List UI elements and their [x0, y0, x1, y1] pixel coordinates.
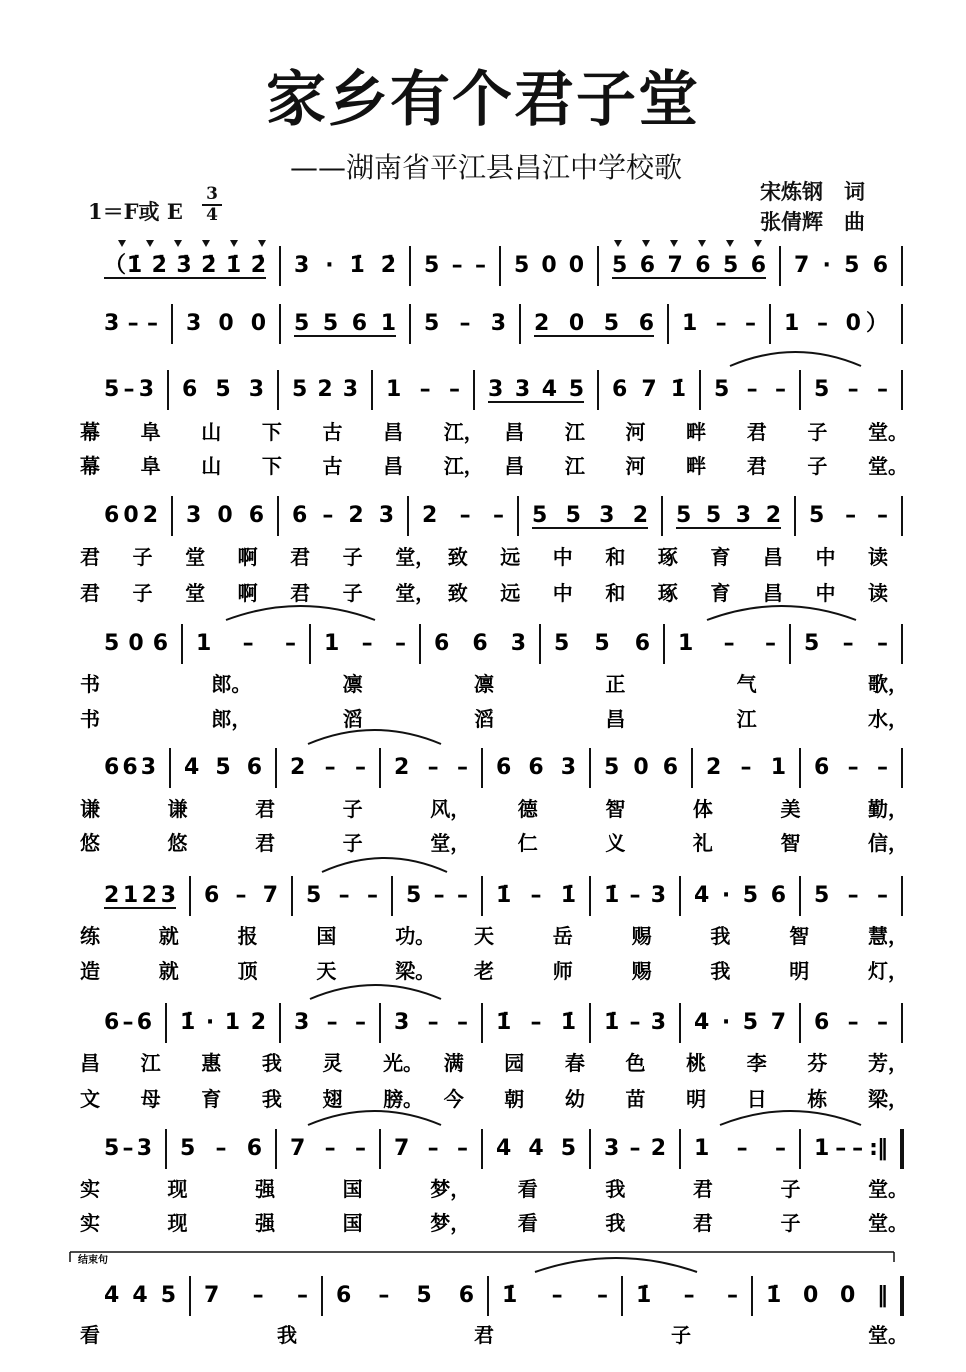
- lyric-char: 李: [746, 1051, 767, 1075]
- lyric-char: 昌: [504, 420, 525, 444]
- lyric-char: 赐: [631, 959, 652, 983]
- lyric-char: 勤，: [868, 797, 908, 821]
- lyric-char: 书: [80, 707, 100, 731]
- lyric-char: 我: [605, 1211, 626, 1235]
- lyric-char: 风，: [430, 797, 471, 821]
- measure-notes: 1̇ – 3: [604, 1010, 666, 1035]
- lyric-char: 我: [710, 959, 731, 983]
- lyric-char: 日: [746, 1087, 767, 1111]
- lyric-char: 看: [517, 1177, 538, 1201]
- lyric-char: 国: [342, 1177, 363, 1201]
- lyric-char: 中: [815, 545, 836, 569]
- lyric-char: 昌: [504, 454, 525, 478]
- measure-notes: 5 – –: [406, 883, 468, 908]
- measure-notes: 2 – 1: [706, 755, 786, 780]
- time-signature-bottom: 4: [206, 205, 218, 225]
- accent-mark: [258, 240, 266, 247]
- lyric-char: 堂。: [868, 1177, 908, 1201]
- lyric-char: 江，: [443, 454, 484, 478]
- measure-notes: 3 – –: [294, 1010, 366, 1035]
- measure-notes: 5 6 7 6 5 6: [612, 253, 766, 278]
- measure-notes: 1̇ – –: [502, 1283, 608, 1308]
- lyric-char: 满: [443, 1051, 464, 1075]
- lyric-char: 光。: [383, 1051, 424, 1075]
- lyric-char: 岳: [552, 924, 573, 948]
- lyric-char: 子: [807, 420, 828, 444]
- measure-notes: 3 – –: [104, 311, 158, 336]
- measure-notes: 1̇ – 1̇: [496, 883, 576, 908]
- lyric-char: 育: [201, 1087, 222, 1111]
- slur-arc: [730, 352, 861, 366]
- lyric-char: 灵: [322, 1051, 343, 1075]
- lyric-char: 堂，: [430, 831, 471, 855]
- measure-notes: 1 – –: [324, 631, 406, 656]
- lyric-char: 山: [201, 454, 222, 478]
- lyric-char: 君: [474, 1323, 494, 1347]
- lyric-char: 现: [167, 1177, 188, 1201]
- lyric-char: 朝: [504, 1087, 525, 1111]
- measure-notes: 1 – –: [682, 311, 756, 336]
- lyric-char: 师: [552, 959, 573, 983]
- lyricist-credit: 宋炼钢 词: [760, 180, 865, 204]
- lyric-char: 昌: [383, 454, 404, 478]
- lyric-char: 悠: [167, 831, 188, 855]
- measure-notes: 5 – 3: [424, 311, 506, 336]
- lyric-char: 我: [261, 1087, 282, 1111]
- lyric-char: 翅: [322, 1087, 343, 1111]
- lyric-char: 子: [132, 545, 153, 569]
- measure-notes: 6 0 2: [104, 503, 158, 528]
- lyric-char: 阜: [140, 420, 161, 444]
- lyric-char: 君: [255, 797, 276, 821]
- lyric-char: 膀。: [383, 1087, 424, 1111]
- lyric-char: 文: [80, 1087, 100, 1111]
- lyric-char: 气: [736, 672, 757, 696]
- lyric-char: 幼: [564, 1087, 585, 1111]
- lyric-char: 昌: [762, 581, 783, 605]
- lyric-char: 河: [625, 420, 646, 444]
- accent-mark: [726, 240, 734, 247]
- lyric-char: 凛: [474, 672, 494, 696]
- lyric-char: 老: [474, 959, 494, 983]
- measure-notes: 1 – –: [694, 1136, 786, 1161]
- lyric-char: 读: [868, 581, 888, 605]
- lyric-char: 昌: [383, 420, 404, 444]
- measure-notes: 4 5 6: [184, 755, 262, 780]
- accent-mark: [118, 240, 126, 247]
- lyric-char: 体: [692, 797, 713, 821]
- lyric-char: 国: [316, 924, 337, 948]
- lyric-char: 中: [552, 545, 573, 569]
- measure-notes: 5 0 6: [604, 755, 678, 780]
- lyric-char: 畔: [686, 454, 707, 478]
- lyric-char: 强: [255, 1211, 276, 1235]
- measure-notes: 6 – –: [814, 1010, 888, 1035]
- measure-notes: 5 – –: [714, 377, 786, 402]
- measure-notes: 7 · 5 6: [794, 253, 888, 278]
- lyric-char: 昌: [80, 1051, 100, 1075]
- slur-arc: [310, 985, 441, 999]
- lyric-char: 啊: [237, 581, 258, 605]
- measure-notes: 1 – –: [196, 631, 296, 656]
- lyric-char: 桃: [686, 1051, 707, 1075]
- measure-notes: 4 · 5 7: [694, 1010, 786, 1035]
- measure-notes: 2 1 2 3: [104, 883, 176, 908]
- lyric-char: 君: [692, 1211, 713, 1235]
- measure-notes: 7 – –: [394, 1136, 468, 1161]
- lyric-char: 琢: [657, 581, 678, 605]
- lyric-char: 义: [605, 831, 626, 855]
- measure-notes: 5 0 6: [104, 631, 168, 656]
- measure-notes: 5 – –: [809, 503, 888, 528]
- lyric-char: 功。: [395, 924, 436, 948]
- measure-notes: 5 0 0: [514, 253, 584, 278]
- measure-notes: 4 4 5: [104, 1283, 176, 1308]
- key-signature: 1＝F或 E: [88, 199, 183, 224]
- lyric-char: 我: [710, 924, 731, 948]
- lyric-char: 堂，: [395, 581, 436, 605]
- lyric-char: 江: [736, 707, 757, 731]
- lyric-char: 堂，: [395, 545, 436, 569]
- lyric-char: 练: [80, 924, 100, 948]
- lyric-char: 下: [261, 420, 282, 444]
- time-signature-top: 3: [206, 184, 218, 204]
- lyric-char: 灯，: [868, 959, 908, 983]
- lyric-char: 子: [342, 797, 363, 821]
- measure-notes: 1̇ – 1̇: [496, 1010, 576, 1035]
- lyric-char: 看: [517, 1211, 538, 1235]
- measure-notes: 1 – – :‖: [814, 1136, 888, 1161]
- measure-notes: （1̇ 2̇ 3̇ 2̇ 1̇ 2̇: [104, 253, 266, 278]
- lyric-char: 水，: [868, 707, 908, 731]
- measure-notes: 1̇ 0 0 ‖: [766, 1283, 888, 1308]
- lyric-char: 堂。: [868, 1211, 908, 1235]
- measure-notes: 4 4 5: [496, 1136, 576, 1161]
- lyric-char: 园: [504, 1051, 525, 1075]
- measure-notes: 7 – –: [290, 1136, 366, 1161]
- accent-mark: [670, 240, 678, 247]
- measure-notes: 3 3 4 5: [488, 377, 584, 402]
- lyric-char: 报: [237, 924, 258, 948]
- lyric-char: 古: [322, 420, 343, 444]
- lyric-char: 阜: [140, 454, 161, 478]
- lyric-char: 畔: [686, 420, 707, 444]
- lyric-char: 郎。: [211, 672, 252, 696]
- measure-notes: 5 5 3 2: [676, 503, 781, 528]
- measure-notes: 3 0 6: [186, 503, 264, 528]
- lyric-char: 远: [500, 545, 521, 569]
- measure-notes: 7 – –: [204, 1283, 308, 1308]
- slur-arc: [707, 606, 856, 620]
- lyric-char: 山: [201, 420, 222, 444]
- lyric-char: 琢: [657, 545, 678, 569]
- lyric-char: 强: [255, 1177, 276, 1201]
- measure-notes: 6 – –: [814, 755, 888, 780]
- measure-notes: 3 – –: [394, 1010, 468, 1035]
- lyric-char: 江，: [443, 420, 484, 444]
- lyric-char: 造: [80, 959, 100, 983]
- accent-mark: [146, 240, 154, 247]
- slur-arc: [322, 858, 447, 872]
- lyric-char: 芳，: [868, 1051, 908, 1075]
- measure-notes: 6 – 7: [204, 883, 278, 908]
- lyric-char: 梦，: [430, 1211, 471, 1235]
- lyric-char: 书: [80, 672, 100, 696]
- measure-notes: 2 – –: [290, 755, 366, 780]
- accent-mark: [230, 240, 238, 247]
- lyric-char: 智: [780, 831, 801, 855]
- lyric-char: 实: [80, 1211, 100, 1235]
- lyric-char: 礼: [692, 831, 713, 855]
- lyric-char: 子: [780, 1211, 801, 1235]
- lyric-char: 子: [780, 1177, 801, 1201]
- measure-notes: 5 – –: [424, 253, 486, 278]
- lyric-char: 滔: [342, 707, 363, 731]
- lyric-char: 子: [132, 581, 153, 605]
- lyric-char: 春: [564, 1051, 585, 1075]
- lyric-char: 子: [342, 831, 363, 855]
- lyric-char: 中: [815, 581, 836, 605]
- measure-notes: 1̇ – 3: [604, 883, 666, 908]
- composer-credit: 张倩辉 曲: [760, 210, 865, 234]
- measure-notes: 6 6 3: [496, 755, 576, 780]
- lyric-char: 梁，: [868, 1087, 908, 1111]
- measure-notes: 1̇ · 1 2: [180, 1010, 266, 1035]
- lyric-char: 看: [80, 1323, 100, 1347]
- measure-notes: 1̇ – –: [636, 1283, 738, 1308]
- lyric-char: 谦: [167, 797, 188, 821]
- measure-notes: 6 7 1̇: [612, 377, 686, 402]
- lyric-char: 江: [564, 454, 585, 478]
- slur-arc: [226, 606, 375, 620]
- lyric-char: 和: [605, 581, 626, 605]
- lyric-char: 就: [158, 959, 179, 983]
- lyric-char: 育: [710, 581, 731, 605]
- lyric-char: 君: [290, 545, 311, 569]
- lyric-char: 育: [710, 545, 731, 569]
- lyric-char: 我: [277, 1323, 297, 1347]
- measure-notes: 5 2 3: [292, 377, 358, 402]
- measure-notes: 1 – –: [678, 631, 776, 656]
- lyric-char: 天: [316, 959, 337, 983]
- measure-notes: 6 – 2 3: [292, 503, 394, 528]
- lyric-char: 赐: [631, 924, 652, 948]
- lyric-char: 君: [692, 1177, 713, 1201]
- lyric-char: 幕: [80, 420, 100, 444]
- lyric-char: 慧，: [868, 924, 908, 948]
- lyric-char: 江: [564, 420, 585, 444]
- lyric-char: 下: [261, 454, 282, 478]
- measure-notes: 5 5 6 1: [294, 311, 396, 336]
- measure-notes: 5 – –: [814, 377, 888, 402]
- accent-mark: [642, 240, 650, 247]
- lyric-char: 信，: [868, 831, 908, 855]
- lyric-char: 色: [625, 1051, 646, 1075]
- lyric-char: 河: [625, 454, 646, 478]
- measure-notes: 1 – –: [386, 377, 460, 402]
- measure-notes: 5 – –: [804, 631, 888, 656]
- lyric-char: 智: [789, 924, 810, 948]
- measure-notes: 5 5 3 2: [532, 503, 648, 528]
- accent-mark: [202, 240, 210, 247]
- measure-notes: 3 · 1̇ 2̇: [294, 253, 396, 278]
- lyric-char: 天: [474, 924, 494, 948]
- measure-notes: 6 5 3: [182, 377, 264, 402]
- slur-arc: [720, 1111, 861, 1125]
- lyric-char: 栋: [807, 1087, 828, 1111]
- lyric-char: 子: [807, 454, 828, 478]
- accent-mark: [174, 240, 182, 247]
- slur-arc: [535, 1258, 697, 1272]
- lyric-char: 昌: [605, 707, 626, 731]
- lyric-char: 智: [605, 797, 626, 821]
- accent-mark: [754, 240, 762, 247]
- measure-notes: 1 – 0）: [784, 311, 888, 336]
- lyric-char: 梁。: [395, 959, 436, 983]
- lyric-char: 致: [447, 581, 468, 605]
- song-title: 家乡有个君子堂: [266, 65, 700, 135]
- lyric-char: 昌: [762, 545, 783, 569]
- lyric-char: 致: [447, 545, 468, 569]
- song-subtitle: ——湖南省平江县昌江中学校歌: [290, 151, 683, 184]
- lyric-char: 明: [686, 1087, 707, 1111]
- measure-notes: 5 – –: [306, 883, 378, 908]
- lyric-char: 君: [80, 545, 100, 569]
- lyric-char: 实: [80, 1177, 100, 1201]
- measure-notes: 4 · 5 6: [694, 883, 786, 908]
- slur-arc: [308, 730, 441, 744]
- measure-notes: 2 – –: [394, 755, 468, 780]
- lyric-char: 德: [517, 797, 538, 821]
- lyric-char: 中: [552, 581, 573, 605]
- measure-notes: 5 – 6: [180, 1136, 262, 1161]
- coda-label: 结束句: [78, 1255, 108, 1266]
- lyric-char: 仁: [517, 831, 538, 855]
- lyric-char: 美: [780, 797, 801, 821]
- lyric-char: 悠: [80, 831, 100, 855]
- lyric-char: 正: [605, 672, 626, 696]
- lyric-char: 堂。: [868, 1323, 908, 1347]
- lyric-char: 今: [443, 1087, 464, 1111]
- lyric-char: 君: [290, 581, 311, 605]
- measure-notes: 5 – –: [814, 883, 888, 908]
- lyric-char: 子: [342, 545, 363, 569]
- lyric-char: 顶: [237, 959, 258, 983]
- slur-arc: [308, 1111, 441, 1125]
- accent-mark: [614, 240, 622, 247]
- lyric-char: 古: [322, 454, 343, 478]
- measure-notes: 5 – 3: [104, 377, 154, 402]
- lyric-char: 君: [255, 831, 276, 855]
- measure-notes: 6 – 6: [104, 1010, 152, 1035]
- lyric-char: 芬: [807, 1051, 828, 1075]
- measure-notes: 2 – –: [422, 503, 504, 528]
- lyric-char: 啊: [237, 545, 258, 569]
- measure-notes: 3 – 2: [604, 1136, 666, 1161]
- lyric-char: 歌，: [868, 672, 908, 696]
- lyric-char: 子: [342, 581, 363, 605]
- lyric-char: 现: [167, 1211, 188, 1235]
- accent-mark: [698, 240, 706, 247]
- measure-notes: 6 6 3: [434, 631, 526, 656]
- lyric-char: 堂。: [868, 454, 908, 478]
- lyric-char: 郎，: [211, 707, 252, 731]
- lyric-char: 梦，: [430, 1177, 471, 1201]
- lyric-char: 远: [500, 581, 521, 605]
- lyric-char: 江: [140, 1051, 161, 1075]
- lyric-char: 君: [746, 420, 767, 444]
- measure-notes: 5 5 6: [554, 631, 650, 656]
- lyric-char: 惠: [201, 1051, 222, 1075]
- lyric-char: 君: [80, 581, 100, 605]
- lyric-char: 子: [671, 1323, 691, 1347]
- lyric-char: 凛: [342, 672, 363, 696]
- lyric-char: 就: [158, 924, 179, 948]
- measure-notes: 6 6 3: [104, 755, 156, 780]
- lyric-char: 读: [868, 545, 888, 569]
- lyric-char: 我: [261, 1051, 282, 1075]
- lyric-char: 我: [605, 1177, 626, 1201]
- measure-notes: 2 0 5 6: [534, 311, 654, 336]
- lyric-char: 堂: [185, 545, 206, 569]
- lyric-char: 堂。: [868, 420, 908, 444]
- lyric-char: 明: [789, 959, 810, 983]
- lyric-char: 国: [342, 1211, 363, 1235]
- measure-notes: 3 0 0: [186, 311, 266, 336]
- measure-notes: 5 – 3: [104, 1136, 152, 1161]
- lyric-char: 母: [140, 1087, 161, 1111]
- lyric-char: 谦: [80, 797, 100, 821]
- lyric-char: 堂: [185, 581, 206, 605]
- lyric-char: 和: [605, 545, 626, 569]
- lyric-char: 滔: [474, 707, 494, 731]
- lyric-char: 苗: [625, 1087, 646, 1111]
- lyric-char: 幕: [80, 454, 100, 478]
- measure-notes: 6 – 5 6: [336, 1283, 474, 1308]
- lyric-char: 君: [746, 454, 767, 478]
